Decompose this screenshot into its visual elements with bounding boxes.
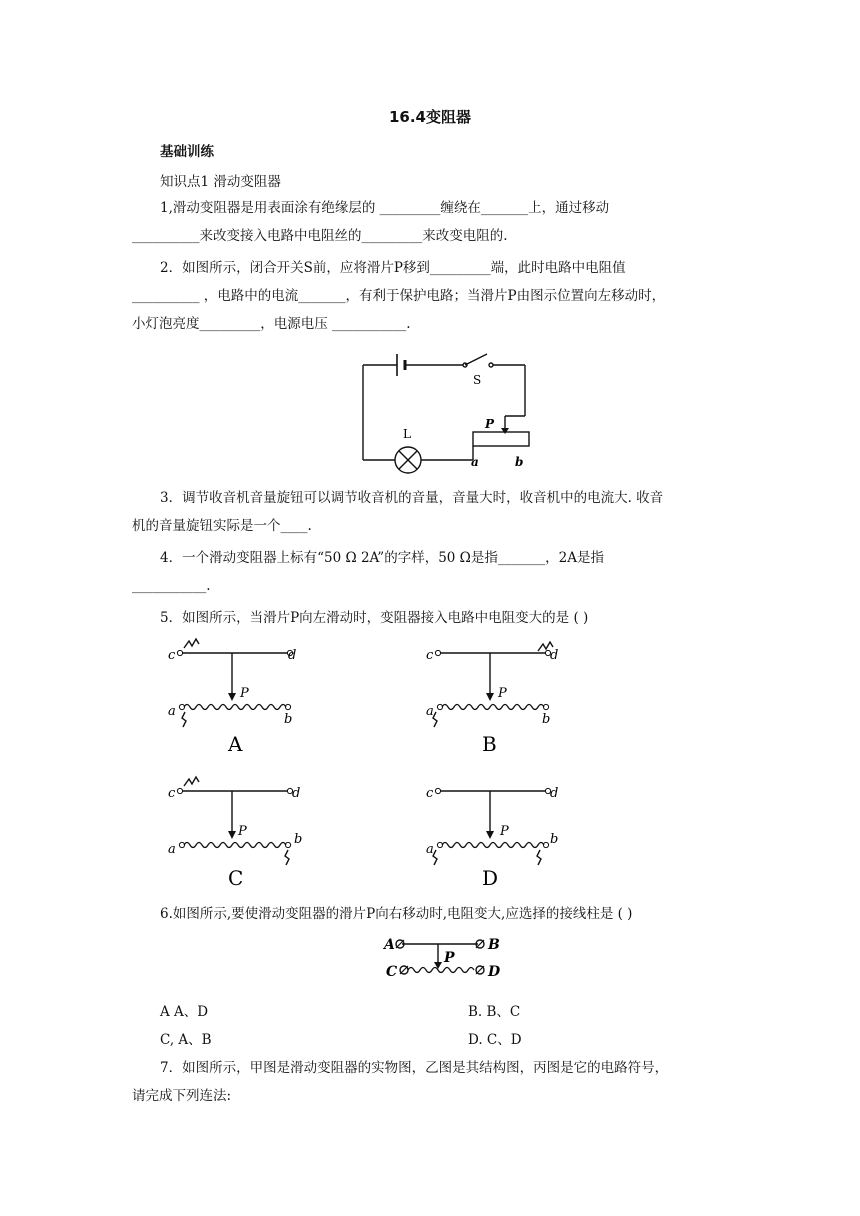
q6-label-p: P (444, 950, 455, 966)
option-b-label: B (482, 732, 497, 756)
switch-label: S (473, 373, 482, 387)
q3-line1: 3．调节收音机音量旋钮可以调节收音机的音量，音量大时，收音机中的电流大. 收音 (160, 490, 664, 506)
fig-a-label-b: b (284, 712, 293, 727)
fig-b-label-c: c (426, 648, 434, 663)
q5-line1: 5．如图所示，当滑片P向左滑动时，变阻器接入电路中电阻变大的是 ( ) (160, 610, 589, 626)
q7-line1: 7．如图所示，甲图是滑动变阻器的实物图，乙图是其结构图，丙图是它的电路符号， (160, 1060, 669, 1076)
question-4 (132, 544, 732, 600)
q6-label-c: C (386, 964, 398, 980)
q4-line2: ___________. (132, 578, 211, 594)
fig-c-label-b: b (294, 832, 303, 847)
figure-d (426, 786, 558, 890)
fig-a-label-d: d (288, 648, 297, 663)
question-5 (132, 604, 732, 632)
q2-line2: __________ ，电路中的电流_______，有利于保护电路；当滑片P由图示位置向左移动时， (132, 288, 666, 304)
fig-a-label-a: a (168, 704, 176, 719)
fig-b-label-d: d (550, 648, 559, 663)
q6-line1: 6.如图所示,要使滑动变阻器的滑片P向右移动时,电阻变大,应选择的接线柱是 ( ) (160, 906, 633, 922)
page-title: 16.4变阻器 (388, 108, 471, 126)
terminal-b-label: b (515, 455, 524, 469)
q6-figure (380, 930, 520, 988)
q2-line3: 小灯泡亮度_________，电源电压 ___________. (132, 316, 411, 332)
lamp-label: L (403, 427, 411, 441)
question-1 (132, 194, 732, 250)
q6-option-a: A A、D (160, 1004, 209, 1020)
slider-label: P (485, 417, 495, 431)
circuit-diagram (355, 350, 545, 475)
fig-b-label-a: a (426, 704, 434, 719)
fig-c-label-c: c (168, 786, 176, 801)
fig-c-label-d: d (292, 786, 301, 801)
q6-option-b: B. B、C (468, 1004, 521, 1020)
q3-line2: 机的音量旋钮实际是一个____. (132, 518, 312, 534)
slider-arrow (501, 428, 509, 434)
figure-c (168, 777, 302, 890)
question-2 (132, 254, 732, 338)
fig-d-label-d: d (550, 786, 559, 801)
fig-d-label-p: P (500, 824, 509, 839)
q2-line1: 2．如图所示，闭合开关S前，应将滑片P移到_________端，此时电路中电阻值 (160, 260, 626, 276)
q6-label-d: D (488, 964, 501, 980)
option-a-label: A (228, 732, 243, 756)
knowledge-point-heading: 知识点1 滑动变阻器 (160, 174, 281, 190)
question-6 (132, 900, 732, 928)
question-7 (132, 1054, 732, 1110)
q4-line1: 4．一个滑动变阻器上标有“50 Ω 2A”的字样，50 Ω是指_______，2A是指 (160, 550, 604, 566)
q1-line1: 1,滑动变阻器是用表面涂有绝缘层的 _________缠绕在_______上，通过移动 (160, 200, 610, 216)
fig-a-label-c: c (168, 648, 176, 663)
figure-a (168, 639, 296, 756)
fig-b-label-b: b (542, 712, 551, 727)
q5-figures (160, 635, 580, 895)
option-c-label: C (228, 866, 244, 890)
option-d-label: D (482, 866, 499, 890)
fig-a-label-p: P (240, 686, 249, 701)
fig-d-label-c: c (426, 786, 434, 801)
fig-b-label-p: P (498, 686, 507, 701)
fig-d-label-a: a (426, 842, 434, 857)
fig-c-label-a: a (168, 842, 176, 857)
q6-option-c: C, A、B (160, 1032, 212, 1048)
fig-c-label-p: P (238, 824, 247, 839)
question-3 (132, 484, 732, 540)
q6-option-d: D. C、D (468, 1032, 522, 1048)
q6-label-b: B (488, 937, 500, 953)
terminal-a-label: a (471, 455, 479, 469)
q6-label-a: A (384, 937, 395, 953)
q7-line2: 请完成下列连法: (132, 1088, 232, 1104)
section-heading: 基础训练 (160, 144, 214, 160)
figure-b (426, 642, 558, 756)
fig-d-label-b: b (550, 832, 559, 847)
q1-line2: __________来改变接入电路中电阻丝的_________来改变电阻的. (132, 228, 508, 244)
